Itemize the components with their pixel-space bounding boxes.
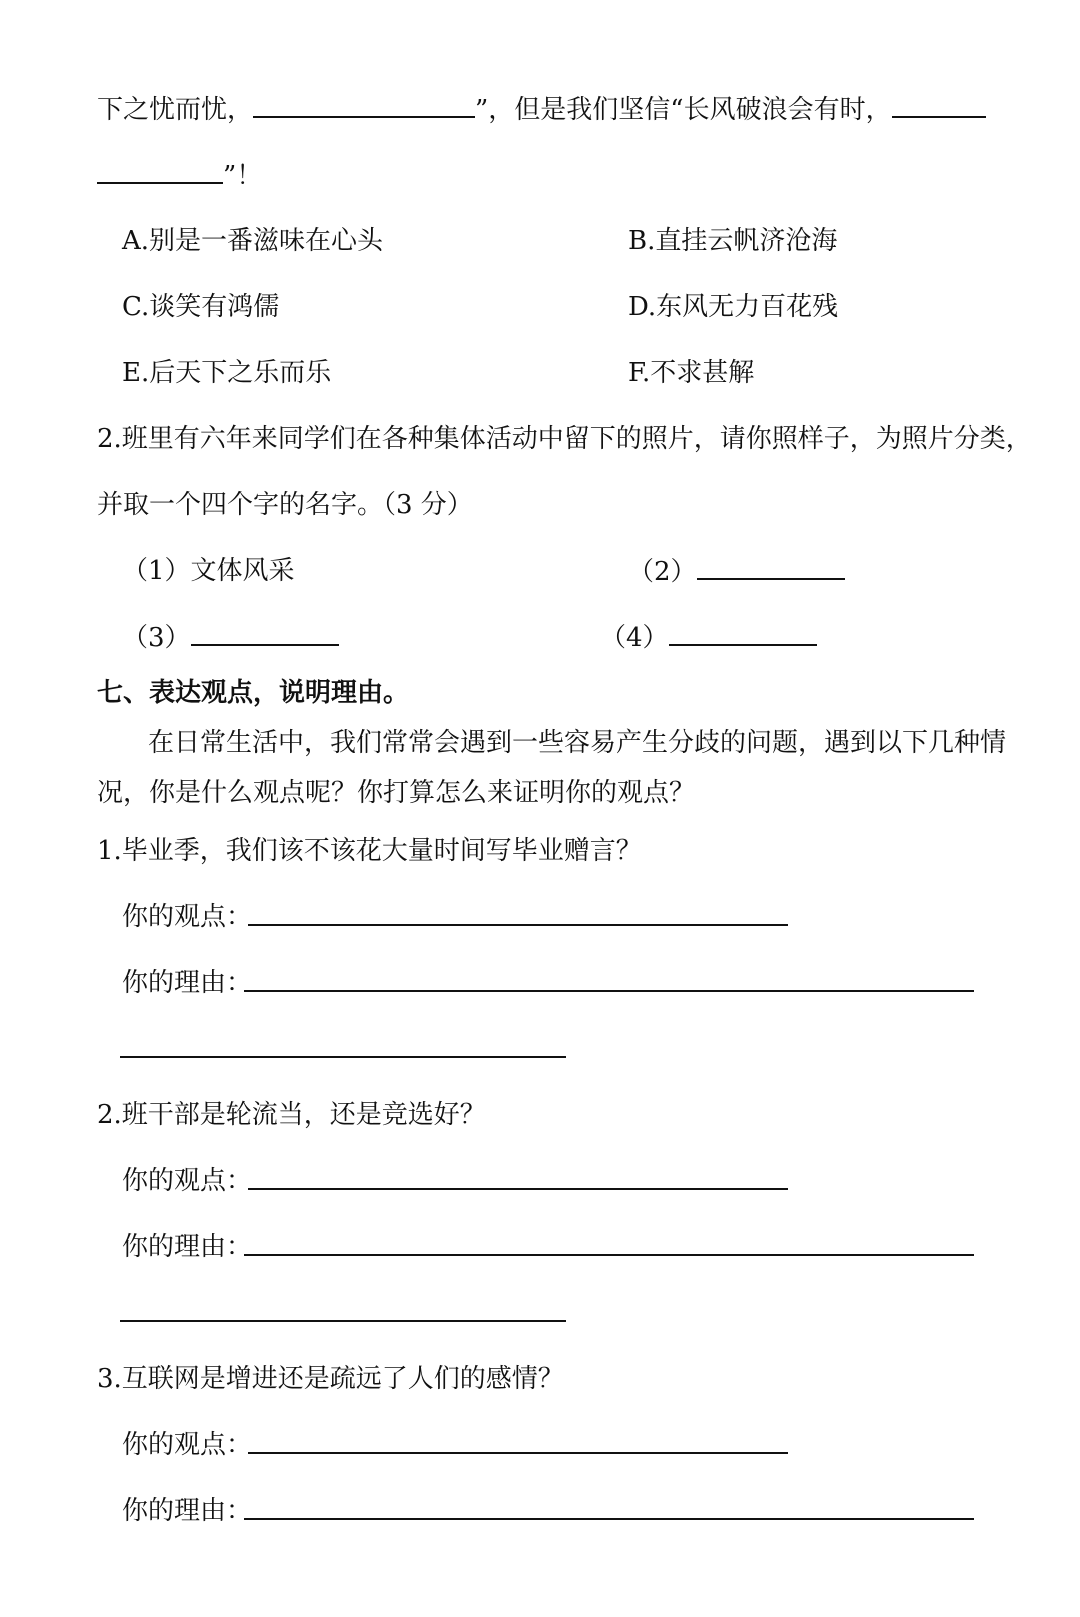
- s7-q2-reason-label: 你的理由：: [122, 1232, 253, 1262]
- s7-q2-view-label: 你的观点：: [122, 1166, 253, 1196]
- s7-q3-view-answer-line[interactable]: [248, 1452, 788, 1454]
- answer-blank[interactable]: [697, 554, 845, 580]
- intro-line-2: [97, 158, 262, 193]
- q2-item-4: [600, 620, 817, 655]
- q2-item-3: [122, 620, 339, 655]
- q2-item-3-label: （3）: [122, 623, 191, 653]
- q2-line-2: 并取一个四个字的名字。（3 分）: [97, 490, 473, 520]
- s7-q1-view-label: 你的观点：: [122, 902, 253, 932]
- answer-blank[interactable]: [253, 92, 475, 118]
- s7-question-3: 3.互联网是增进还是疏远了人们的感情？: [97, 1364, 564, 1394]
- s7-q3-view-label: 你的观点：: [122, 1430, 253, 1460]
- s7-q1-view-answer-line[interactable]: [248, 924, 788, 926]
- s7-question-1: 1.毕业季，我们该不该花大量时间写毕业赠言？: [97, 836, 642, 866]
- option-b: B.直挂云帆济沧海: [628, 226, 838, 256]
- q2-item-1: （1）文体风采: [122, 556, 295, 586]
- q2-item-2: [628, 554, 845, 589]
- intro-line-1: [97, 92, 986, 127]
- q2-item-4-label: （4）: [600, 623, 669, 653]
- answer-blank[interactable]: [191, 620, 339, 646]
- s7-q2-reason-answer-line-2[interactable]: [120, 1320, 566, 1322]
- section-7-para-1: 在日常生活中，我们常常会遇到一些容易产生分歧的问题，遇到以下几种情: [148, 728, 1007, 758]
- option-a: A.别是一番滋味在心头: [122, 226, 384, 256]
- answer-blank[interactable]: [892, 92, 986, 118]
- s7-q1-reason-answer-line[interactable]: [244, 990, 974, 992]
- intro-text-1: 下之忧而忧，: [97, 95, 254, 125]
- option-f: F.不求甚解: [628, 358, 755, 388]
- s7-question-2: 2.班干部是轮流当，还是竞选好？: [97, 1100, 486, 1130]
- s7-q2-view-answer-line[interactable]: [248, 1188, 788, 1190]
- s7-q3-reason-label: 你的理由：: [122, 1496, 253, 1526]
- option-d: D.东风无力百花残: [628, 292, 839, 322]
- section-7-title: 七、表达观点，说明理由。: [97, 678, 410, 708]
- answer-blank[interactable]: [669, 620, 817, 646]
- q2-item-2-label: （2）: [628, 557, 697, 587]
- answer-blank[interactable]: [97, 158, 223, 184]
- section-7-para-2: 况，你是什么观点呢？你打算怎么来证明你的观点？: [97, 778, 696, 808]
- s7-q3-reason-answer-line[interactable]: [244, 1518, 974, 1520]
- s7-q1-reason-label: 你的理由：: [122, 968, 253, 998]
- intro-text-3: ”！: [223, 161, 263, 191]
- intro-text-2: ”，但是我们坚信“长风破浪会有时，: [475, 95, 892, 125]
- option-c: C.谈笑有鸿儒: [122, 292, 280, 322]
- q2-line-1: 2.班里有六年来同学们在各种集体活动中留下的照片，请你照样子，为照片分类，: [97, 424, 1032, 454]
- option-e: E.后天下之乐而乐: [122, 358, 332, 388]
- s7-q2-reason-answer-line[interactable]: [244, 1254, 974, 1256]
- s7-q1-reason-answer-line-2[interactable]: [120, 1056, 566, 1058]
